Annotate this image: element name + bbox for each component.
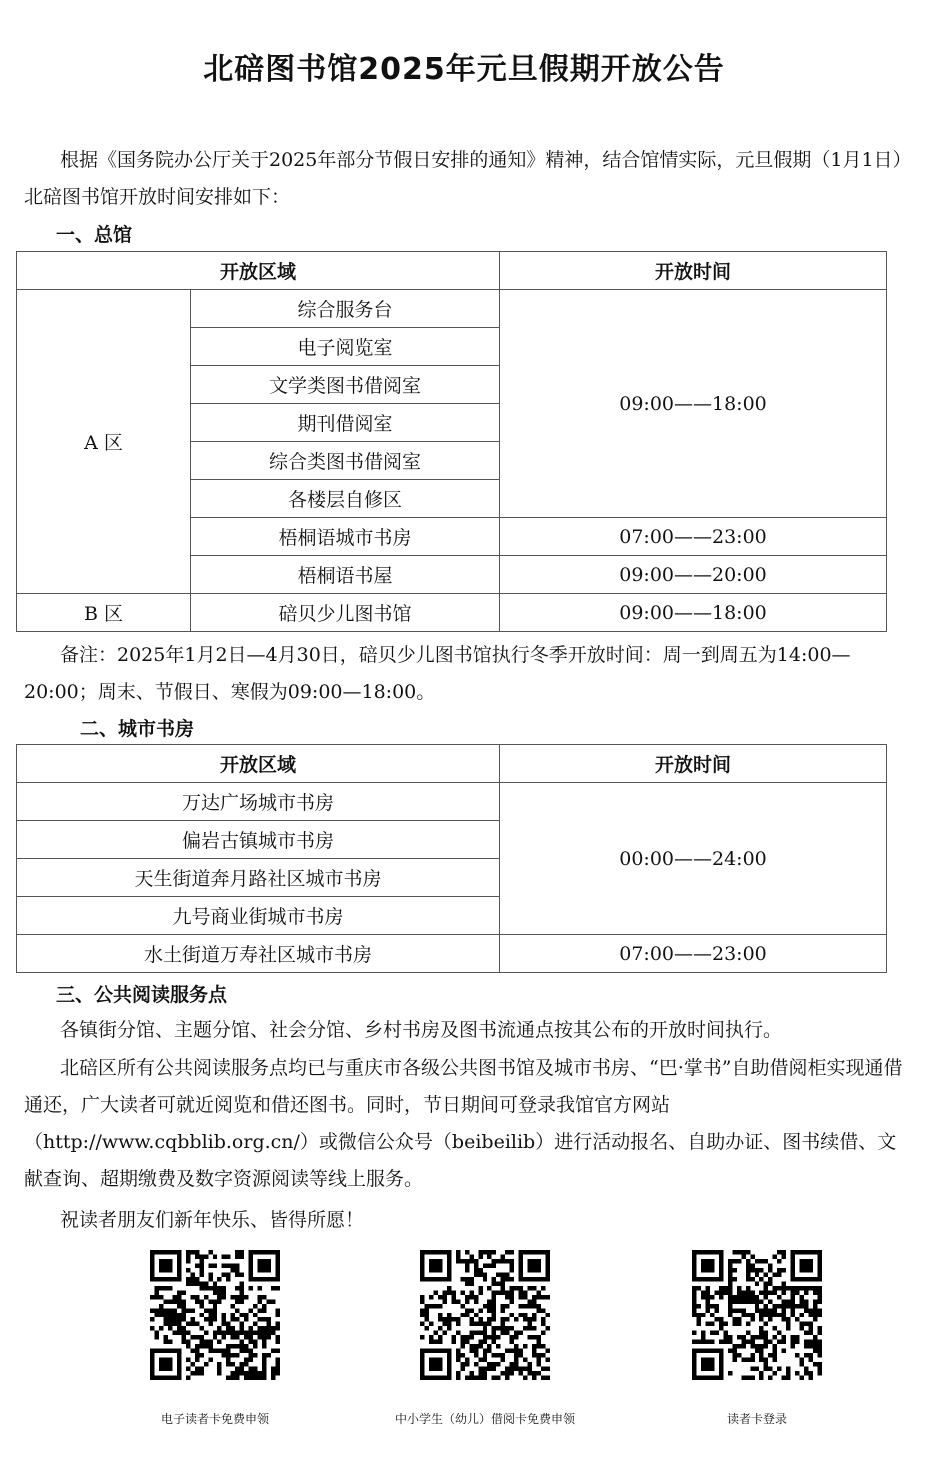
table-row — [17, 594, 887, 632]
room-cell: 天生街道奔月路社区城市书房 — [17, 859, 500, 897]
zone-a-cell: A 区 — [17, 290, 191, 594]
city-study-table — [16, 744, 887, 973]
room-cell: 电子阅览室 — [191, 328, 500, 366]
room-cell: 九号商业街城市书房 — [17, 897, 500, 935]
page-title: 北碚图书馆2025年元旦假期开放公告 — [203, 52, 725, 87]
room-cell: 期刊借阅室 — [191, 404, 500, 442]
header-time: 开放时间 — [500, 745, 887, 783]
room-cell: 综合服务台 — [191, 290, 500, 328]
greeting-paragraph: 祝读者朋友们新年快乐、皆得所愿！ — [60, 1209, 365, 1231]
header-area: 开放区域 — [17, 745, 500, 783]
room-cell: 梧桐语书屋 — [191, 556, 500, 594]
time-cell: 07:00——23:00 — [500, 935, 887, 973]
qr-label-student-card: 中小学生（幼儿）借阅卡免费申领 — [394, 1412, 575, 1426]
room-cell: 文学类图书借阅室 — [191, 366, 500, 404]
room-cell: 水土街道万寿社区城市书房 — [17, 935, 500, 973]
room-cell: 梧桐语城市书房 — [191, 518, 500, 556]
room-cell: 偏岩古镇城市书房 — [17, 821, 500, 859]
time-cell: 00:00——24:00 — [500, 783, 887, 935]
online-services-paragraph: 北碚区所有公共阅读服务点均已与重庆市各级公共图书馆及城市书房、“巴·掌书”自助借阅柜实现通借通还，广大读者可就近阅览和借还图书。同时，节日期间可登录我馆官方网站（http://www.cqbblib.org.cn/）或微信公众号（beibeilib）进行活动报名、自助办证、图书续借、文献查询、超期缴费及数字资源阅读等线上服务。 — [24, 1057, 903, 1190]
time-cell: 09:00——18:00 — [500, 290, 887, 518]
table-row — [17, 783, 887, 821]
header-area: 开放区域 — [17, 252, 500, 290]
room-cell: 各楼层自修区 — [191, 480, 500, 518]
section1-heading: 一、总馆 — [56, 224, 133, 246]
time-cell: 09:00——20:00 — [500, 556, 887, 594]
qr-code-icon[interactable] — [692, 1250, 822, 1380]
table-header-row — [17, 745, 887, 783]
intro-paragraph: 根据《国务院办公厅关于2025年部分节假日安排的通知》精神，结合馆情实际，元旦假期（1月1日）北碚图书馆开放时间安排如下： — [24, 149, 903, 208]
section3-heading: 三、公共阅读服务点 — [56, 984, 228, 1006]
zone-b-cell: B 区 — [17, 594, 191, 632]
table-header-row — [17, 252, 887, 290]
table-row — [17, 290, 887, 328]
main-library-table — [16, 251, 887, 632]
section2-heading: 二、城市书房 — [80, 718, 195, 740]
qr-code-icon[interactable] — [150, 1250, 280, 1380]
qr-label-e-card: 电子读者卡免费申领 — [160, 1412, 269, 1426]
room-cell: 综合类图书借阅室 — [191, 442, 500, 480]
time-cell: 07:00——23:00 — [500, 518, 887, 556]
room-cell: 碚贝少儿图书馆 — [191, 594, 500, 632]
service-points-paragraph: 各镇街分馆、主题分馆、社会分馆、乡村书房及图书流通点按其公布的开放时间执行。 — [60, 1019, 783, 1041]
qr-code-icon[interactable] — [420, 1250, 550, 1380]
qr-label-card-login: 读者卡登录 — [726, 1412, 787, 1426]
note-paragraph: 备注：2025年1月2日—4月30日，碚贝少儿图书馆执行冬季开放时间：周一到周五为14:00—20:00；周末、节假日、寒假为09:00—18:00。 — [24, 644, 851, 703]
header-time: 开放时间 — [500, 252, 887, 290]
table-row — [17, 935, 887, 973]
time-cell: 09:00——18:00 — [500, 594, 887, 632]
room-cell: 万达广场城市书房 — [17, 783, 500, 821]
